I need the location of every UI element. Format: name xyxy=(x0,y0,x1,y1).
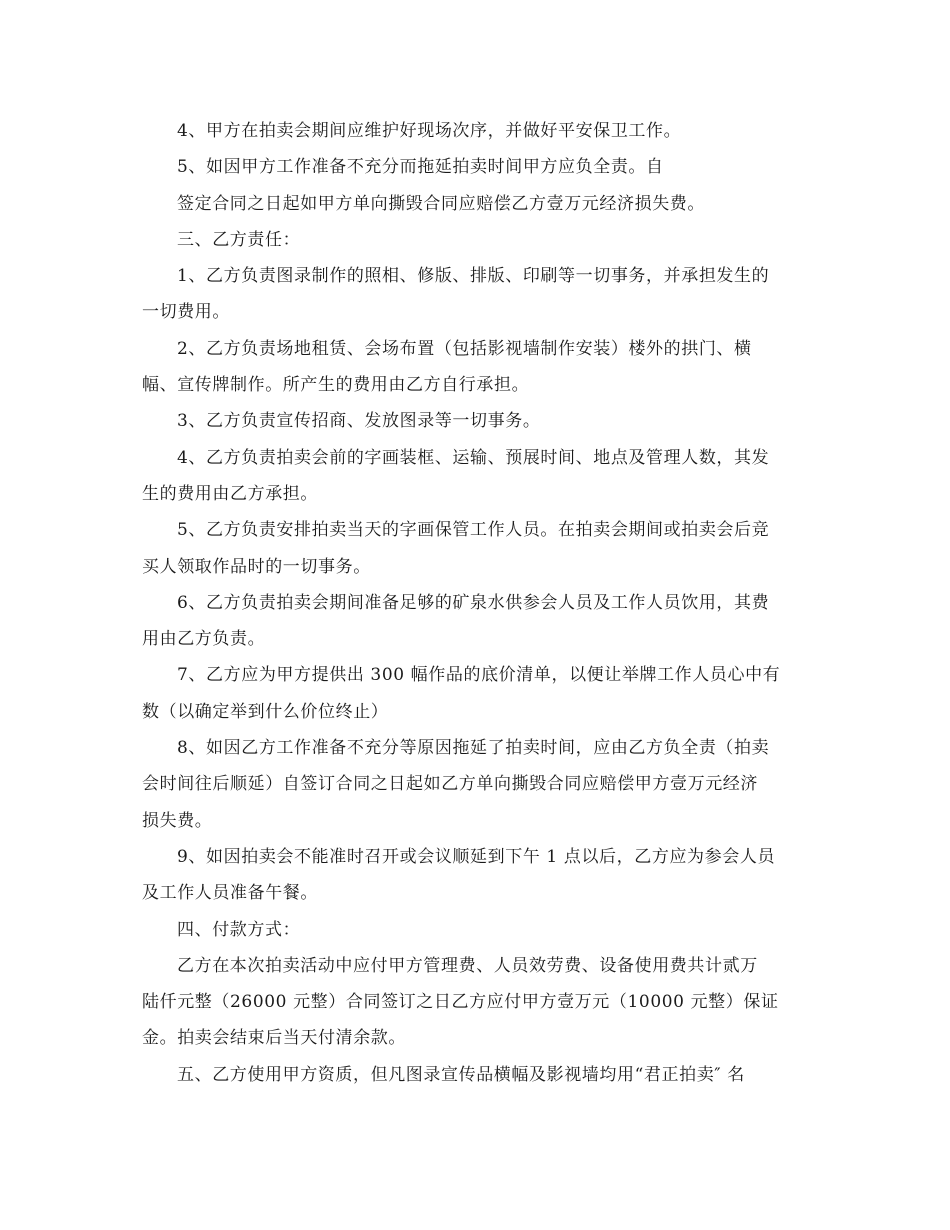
text-line: 4、乙方负责拍卖会前的字画装框、运输、预展时间、地点及管理人数，其发 xyxy=(177,447,770,468)
text-line: 8、如因乙方工作准备不充分等原因拖延了拍卖时间，应由乙方负全责（拍卖 xyxy=(177,738,770,759)
section-heading: 三、乙方责任： xyxy=(177,229,301,250)
text-line: 4、甲方在拍卖会期间应维护好现场次序，并做好平安保卫工作。 xyxy=(177,121,682,141)
text-line: 金。拍卖会结束后当天付清余款。 xyxy=(142,1028,406,1049)
text-line: 用由乙方负责。 xyxy=(142,629,266,650)
text-line: 1、乙方负责图录制作的照相、修版、排版、印刷等一切事务，并承担发生的 xyxy=(177,266,770,287)
text-line: 五、乙方使用甲方资质，但凡图录宣传品横幅及影视墙均用“君正拍卖″ 名 xyxy=(177,1064,745,1085)
text-line: 5、如因甲方工作准备不充分而拖延拍卖时间甲方应负全责。自 xyxy=(177,157,664,178)
text-line: 2、乙方负责场地租赁、会场布置（包括影视墙制作安装）楼外的拱门、横 xyxy=(177,338,752,359)
text-line: 及工作人员准备午餐。 xyxy=(142,883,318,904)
text-line: 一切费用。 xyxy=(142,302,230,323)
text-line: 6、乙方负责拍卖会期间准备足够的矿泉水供参会人员及工作人员饮用，其费 xyxy=(177,592,770,613)
text-line: 买人领取作品时的一切事务。 xyxy=(142,556,371,577)
text-line: 会时间往后顺延）自签订合同之日起如乙方单向撕毁合同应赔偿甲方壹万元经济 xyxy=(142,774,758,795)
text-line: 3、乙方负责宣传招商、发放图录等一切事务。 xyxy=(177,411,541,432)
text-line: 签定合同之日起如甲方单向撕毁合同应赔偿乙方壹万元经济损失费。 xyxy=(177,193,705,214)
text-line: 乙方在本次拍卖活动中应付甲方管理费、人员效劳费、设备使用费共计贰万 xyxy=(177,955,758,976)
document-page xyxy=(142,113,810,1093)
text-line: 损失费。 xyxy=(142,810,213,831)
text-line: 5、乙方负责安排拍卖当天的字画保管工作人员。在拍卖会期间或拍卖会后竞 xyxy=(177,520,770,541)
text-line: 陆仟元整（26000 元整）合同签订之日乙方应付甲方壹万元（10000 元整）保证 xyxy=(142,992,779,1013)
section-heading: 四、付款方式： xyxy=(177,919,301,940)
text-line: 数（以确定举到什么价位终止） xyxy=(142,701,389,722)
text-line: 幅、宣传牌制作。所产生的费用由乙方自行承担。 xyxy=(142,375,530,396)
text-line: 7、乙方应为甲方提供出 300 幅作品的底价清单，以便让举牌工作人员心中有 xyxy=(177,665,781,686)
text-line: 9、如因拍卖会不能准时召开或会议顺延到下午 1 点以后，乙方应为参会人员 xyxy=(177,846,776,867)
text-line: 生的费用由乙方承担。 xyxy=(142,483,318,504)
